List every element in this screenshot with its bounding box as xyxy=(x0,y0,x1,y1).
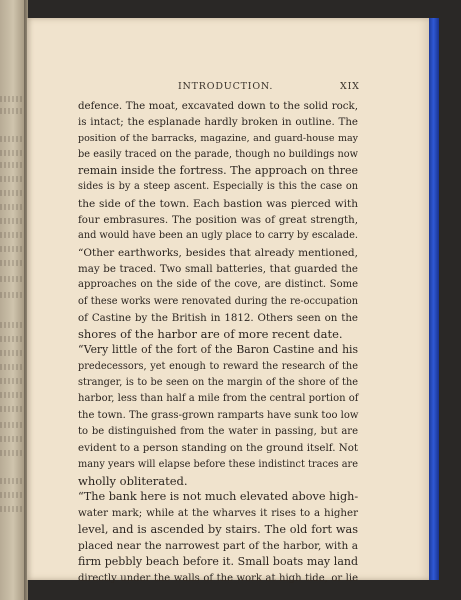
text-line: defence. The moat, excavated down to the solid rock, xyxy=(78,100,358,112)
page-header xyxy=(78,81,358,95)
text-line: firm pebbly beach before it. Small boats may land xyxy=(78,555,358,569)
text-line: water mark; while at the wharves it rises to a higher xyxy=(78,507,358,520)
text-line: evident to a person standing on the ground itself. Not xyxy=(78,442,358,455)
text-line: the town. The grass-grown ramparts have sunk too low xyxy=(78,409,359,421)
facing-page-edge xyxy=(0,0,24,600)
text-line: to be distinguished from the water in passing, but are xyxy=(78,425,358,437)
text-line: “Very little of the fort of the Baron Castine and his xyxy=(78,343,358,357)
text-line: may be traced. Two small batteries, that guarded the xyxy=(78,262,358,275)
text-line: “Other earthworks, besides that already mentioned, xyxy=(78,246,358,259)
text-line: wholly obliterated. xyxy=(78,473,188,488)
text-line: four embrasures. The position was of great strength, xyxy=(78,214,358,227)
text-line: placed near the narrowest part of the harbor, with a xyxy=(78,540,358,553)
blue-cover-edge xyxy=(429,18,439,580)
text-line: of Castine by the British in 1812. Others seen on the xyxy=(78,311,358,324)
running-head: INTRODUCTION. xyxy=(178,81,274,92)
text-line: position of the barracks, magazine, and guard-house may xyxy=(78,132,358,144)
text-line: be easily traced on the parade, though no buildings now xyxy=(78,148,358,160)
text-line: directly under the walls of the work at high tide, or lie xyxy=(78,572,358,584)
body-text xyxy=(78,98,358,587)
text-line: of these works were renovated during the re-occupation xyxy=(78,295,358,307)
text-line: approaches on the side of the cove, are distinct. Some xyxy=(78,279,358,291)
text-line: many years will elapse before these indistinct traces are xyxy=(78,458,358,470)
text-line: sides is by a steep ascent. Especially is this the case on xyxy=(78,181,358,193)
text-line: predecessors, yet enough to reward the research of the xyxy=(78,360,358,372)
page-number: XIX xyxy=(340,81,360,92)
text-line: stranger, is to be seen on the margin of the shore of the xyxy=(78,377,358,389)
text-line: harbor, less than half a mile from the central portion of xyxy=(78,393,359,405)
text-line: and would have been an ugly place to carry by escalade. xyxy=(78,230,358,242)
text-line: level, and is ascended by stairs. The old fort was xyxy=(78,522,358,536)
text-line: shores of the harbor are of more recent date. xyxy=(78,327,343,342)
text-line: the side of the town. Each bastion was pierced with xyxy=(78,197,358,210)
text-line: is intact; the esplanade hardly broken in outline. The xyxy=(78,116,358,129)
text-line: “The bank here is not much elevated above high- xyxy=(78,490,359,504)
text-line: remain inside the fortress. The approach on three xyxy=(78,164,358,178)
